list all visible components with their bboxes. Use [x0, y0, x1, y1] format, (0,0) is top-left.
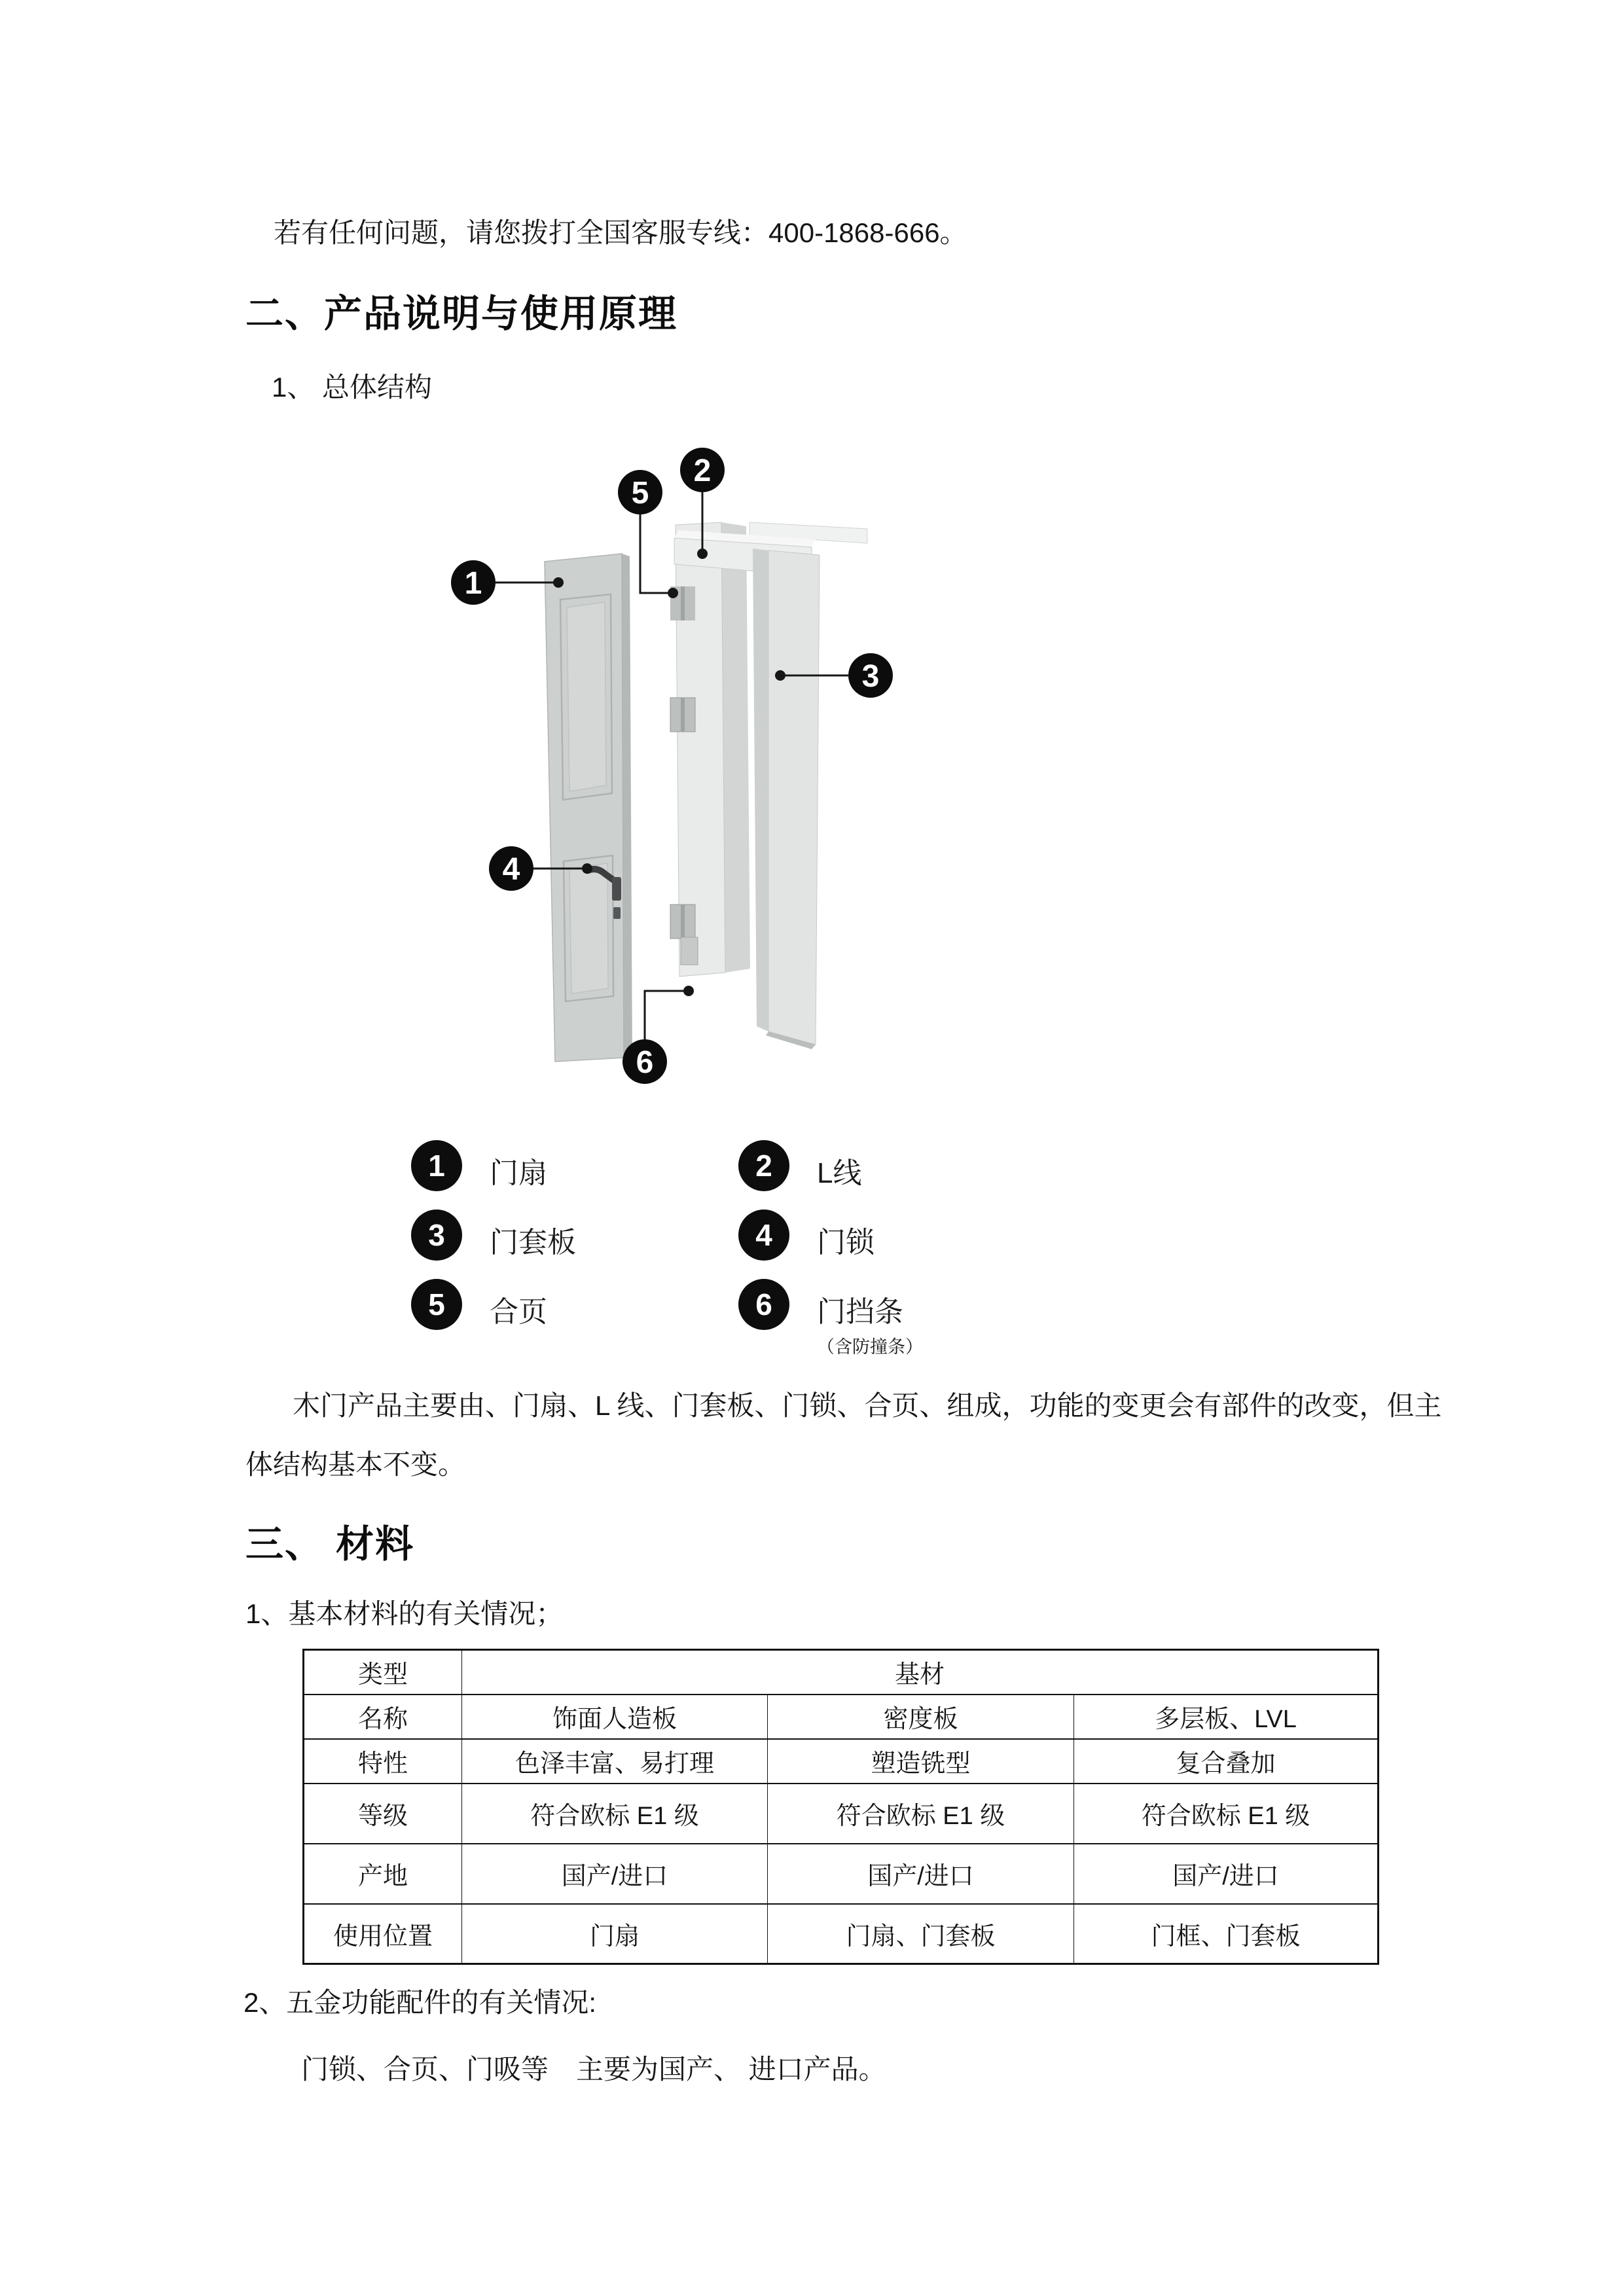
legend-item-frame-panel [411, 1210, 576, 1261]
callout-3: 3 [861, 659, 880, 694]
table-row-grade [304, 1784, 1379, 1844]
legend-badge-6: 6 [738, 1279, 789, 1330]
table-cell: 密度板 [768, 1695, 1074, 1739]
section3-item2: 2、五金功能配件的有关情况: [244, 1987, 597, 2018]
legend-badge-3: 3 [411, 1210, 462, 1261]
legend-item-door-stop [738, 1279, 923, 1358]
table-row-type [304, 1650, 1379, 1695]
table-cell: 符合欧标 E1 级 [768, 1784, 1074, 1844]
callout-4: 4 [502, 852, 520, 887]
legend-label-1: 门扇 [490, 1157, 547, 1189]
table-cell: 特性 [304, 1739, 462, 1784]
door-structure-diagram [393, 439, 1047, 1100]
section3-item2-text: 门锁、合页、门吸等 主要为国产、 进口产品。 [301, 2054, 886, 2085]
hinge-stile-illustration [670, 522, 750, 977]
legend-item-door-leaf [411, 1140, 547, 1191]
table-cell-type-value: 基材 [462, 1650, 1379, 1695]
callout-1: 1 [464, 566, 482, 601]
table-cell: 使用位置 [304, 1904, 462, 1964]
legend-label-6-sub: （含防撞条） [817, 1337, 923, 1357]
legend-item-hinge [411, 1279, 547, 1330]
legend-badge-2: 2 [738, 1140, 789, 1191]
table-cell: 产地 [304, 1844, 462, 1904]
section3-item1: 1、基本材料的有关情况； [245, 1598, 564, 1629]
materials-table-wrapper [302, 1649, 1379, 1965]
table-cell: 门框、门套板 [1074, 1904, 1379, 1964]
table-cell: 色泽丰富、易打理 [462, 1739, 768, 1784]
table-cell: 多层板、LVL [1074, 1695, 1379, 1739]
table-cell: 等级 [304, 1784, 462, 1844]
section2-heading: 二、产品说明与使用原理 [245, 293, 678, 335]
callout-2: 2 [693, 454, 712, 488]
table-cell: 塑造铣型 [768, 1739, 1074, 1784]
table-cell: 国产/进口 [1074, 1844, 1379, 1904]
legend-label-6 [817, 1279, 923, 1358]
table-cell: 符合欧标 E1 级 [1074, 1784, 1379, 1844]
materials-table [302, 1649, 1379, 1965]
table-cell: 国产/进口 [768, 1844, 1074, 1904]
door-leaf-illustration [545, 554, 632, 1062]
legend-label-5: 合页 [490, 1296, 547, 1328]
table-row-name [304, 1695, 1379, 1739]
section3-heading: 三、 材料 [245, 1523, 415, 1566]
table-cell: 符合欧标 E1 级 [462, 1784, 768, 1844]
callout-6: 6 [636, 1045, 654, 1080]
table-row-feature [304, 1739, 1379, 1784]
callout-5: 5 [631, 476, 649, 511]
table-row-origin [304, 1844, 1379, 1904]
callout-badges [451, 448, 893, 1084]
legend-badge-5: 5 [411, 1279, 462, 1330]
table-cell: 饰面人造板 [462, 1695, 768, 1739]
table-cell-type-label: 类型 [304, 1650, 462, 1695]
table-cell: 名称 [304, 1695, 462, 1739]
section2-sub1: 1、 总体结构 [272, 372, 433, 403]
table-cell: 国产/进口 [462, 1844, 768, 1904]
intro-line: 若有任何问题，请您拨打全国客服专线：400-1868-666。 [274, 217, 967, 248]
legend-label-6-main: 门挡条 [817, 1296, 903, 1328]
legend-item-l-line [738, 1140, 861, 1191]
structure-paragraph-line2: 体结构基本不变。 [245, 1449, 466, 1480]
legend-label-4: 门锁 [817, 1227, 875, 1259]
table-row-position [304, 1904, 1379, 1964]
table-cell: 复合叠加 [1074, 1739, 1379, 1784]
structure-paragraph-line1: 木门产品主要由、门扇、L 线、门套板、门锁、合页、组成，功能的变更会有部件的改变，但主 [293, 1390, 1442, 1421]
legend-badge-4: 4 [738, 1210, 789, 1261]
legend-label-3: 门套板 [490, 1227, 576, 1259]
table-cell: 门扇、门套板 [768, 1904, 1074, 1964]
table-cell: 门扇 [462, 1904, 768, 1964]
legend-label-2: L线 [817, 1157, 862, 1189]
legend-badge-1: 1 [411, 1140, 462, 1191]
strike-plate-icon [681, 937, 698, 965]
legend-item-lock [738, 1210, 875, 1261]
